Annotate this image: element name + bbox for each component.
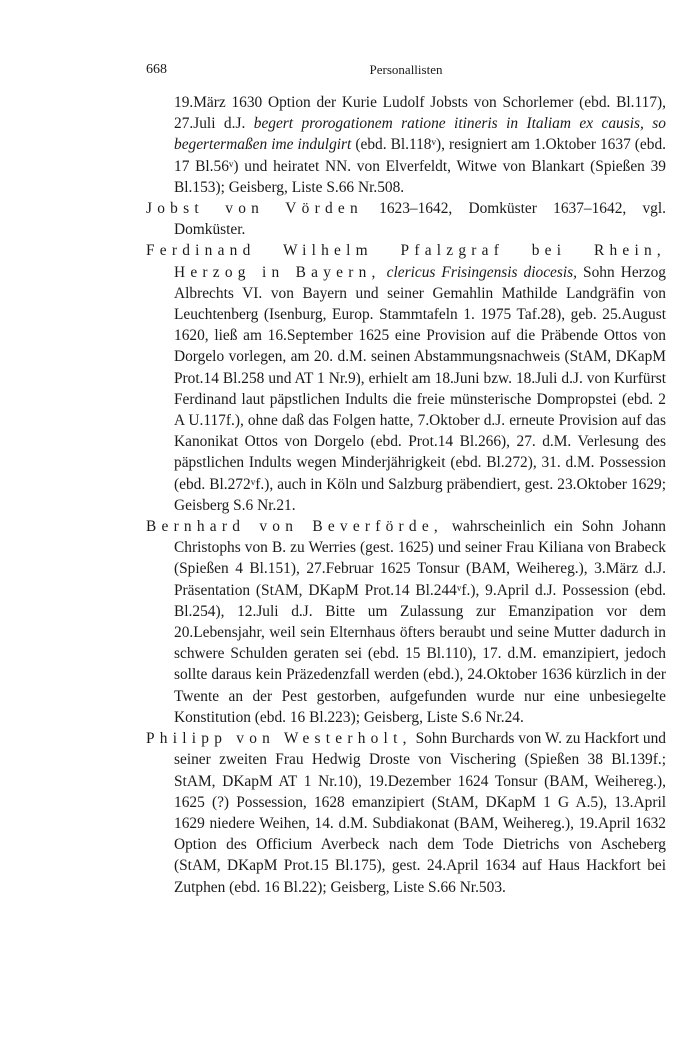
entry-ferdinand-wilhelm bbox=[146, 240, 666, 516]
latin-quote: begert prorogationem ratione itineris in Italiam ex causis, so begertermaßen ime indulgirt bbox=[174, 115, 666, 154]
entry-text: (ebd. Bl.118ᵛ), resigniert am 1.Oktober 1637 (ebd. 17 Bl.56ᵛ) und heiratet NN. von Elverfeldt, Witwe von Blankart (Spießen 39 Bl.153); Geisberg, Liste S.66 Nr.508. bbox=[174, 136, 666, 196]
entry-jobst-von-voerden bbox=[146, 198, 666, 240]
entry-text: 1623–1642, Domküster 1637–1642, vgl. Domküster. bbox=[174, 200, 666, 239]
latin-quote: clericus Frisingensis diocesis, bbox=[386, 263, 577, 281]
entry-philipp-von-westerholt bbox=[146, 728, 666, 898]
entry-name: Bernhard von Beverförde, bbox=[146, 518, 443, 536]
page-number: 668 bbox=[146, 62, 167, 77]
page-header bbox=[146, 62, 666, 82]
entry-name: Ferdinand Wilhelm Pfalzgraf bei Rhein, Herzog in Bayern, bbox=[146, 242, 666, 281]
entry-bernhard-von-beverfoerde bbox=[146, 516, 666, 728]
entry-text: Sohn Burchards von W. zu Hackfort und seiner zweiten Frau Hedwig Droste von Vischering (Spießen 38 Bl.139f.; StAM, DKapM AT 1 Nr.10), 19.Dezember 1624 Tonsur (BAM, Weihereg.), 1625 (?) Possession, 1628 emanzipiert (StAM, DKapM 1 G A.5), 13.April 1629 niedere Weihen, 14. d.M. Subdiakonat (BAM, Weihereg.), 19.April 1632 Option des Officium Averbeck nach dem Tode Dietrichs von Ascheberg (StAM, DKapM Prot.15 Bl.175), gest. 24.April 1634 auf Haus Hackfort bei Zutphen (ebd. 16 Bl.22); Geisberg, Liste S.66 Nr.503. bbox=[174, 730, 666, 896]
entry-continuation bbox=[146, 92, 666, 198]
entry-text: Sohn Herzog Albrechts VI. von Bayern und seiner Gemahlin Mathilde Landgräfin von Leuchtenberg (Isenburg, Europ. Stammtafeln 1. 1975 Taf.28), geb. 25.August 1620, ließ am 16.September 1625 eine Provision auf die Präbende Ottos von Dorgelo vorlegen, am 20. d.M. seinen Abstammungsnachweis (StAM, DKapM Prot.14 Bl.258 und AT 1 Nr.9), erhielt am 18.Juni bzw. 18.Juli d.J. von Kurfürst Ferdinand laut päpstlichen Indults die freie münsterische Dompropstei (ebd. 2 A U.117f.), ohne daß das Folgen hatte, 7.Oktober d.J. erneute Provision auf das Kanonikat Ottos von Dorgelo (ebd. Prot.14 Bl.266), 27. d.M. Verlesung des päpstlichen Indults wegen Minderjährigkeit (ebd. Bl.272), 31. d.M. Possession (ebd. Bl.272ᵛf.), auch in Köln und Salzburg präbendiert, gest. 23.Oktober 1629; Geisberg S.6 Nr.21. bbox=[174, 263, 666, 514]
personnel-list bbox=[146, 92, 666, 898]
entry-name: Jobst von Vörden bbox=[146, 200, 363, 218]
entry-name: Philipp von Westerholt, bbox=[146, 730, 412, 748]
entry-text: 19.März 1630 Option der Kurie Ludolf Jobsts von Schorlemer (ebd. Bl.117), 27.Juli d.J. bbox=[174, 94, 666, 133]
entry-text: wahrscheinlich ein Sohn Johann Christophs von B. zu Werries (gest. 1625) und seiner Frau Kiliana von Brabeck (Spießen 4 Bl.151), 27.Februar 1625 Tonsur (BAM, Weihereg.), 3.März d.J. Präsentation (StAM, DKapM Prot.14 Bl.244ᵛf.), 9.April d.J. Possession (ebd. Bl.254), 12.Juli d.J. Bitte um Zulassung zur Emanzipation vor dem 20.Lebensjahr, weil sein Elternhaus öfters beraubt und seine Mutter dadurch in schwere Schulden geraten sei (ebd. 15 Bl.110), 17. d.M. emanzipiert, jedoch sollte daraus kein Präzedenzfall werden (ebd.), 24.Oktober 1636 kürzlich in der Twente an der Pest gestorben, aufgefunden wurde nur eine unbesiegelte Konstitution (ebd. 16 Bl.223); Geisberg, Liste S.6 Nr.24. bbox=[174, 518, 666, 726]
running-title: Personallisten bbox=[369, 62, 443, 77]
